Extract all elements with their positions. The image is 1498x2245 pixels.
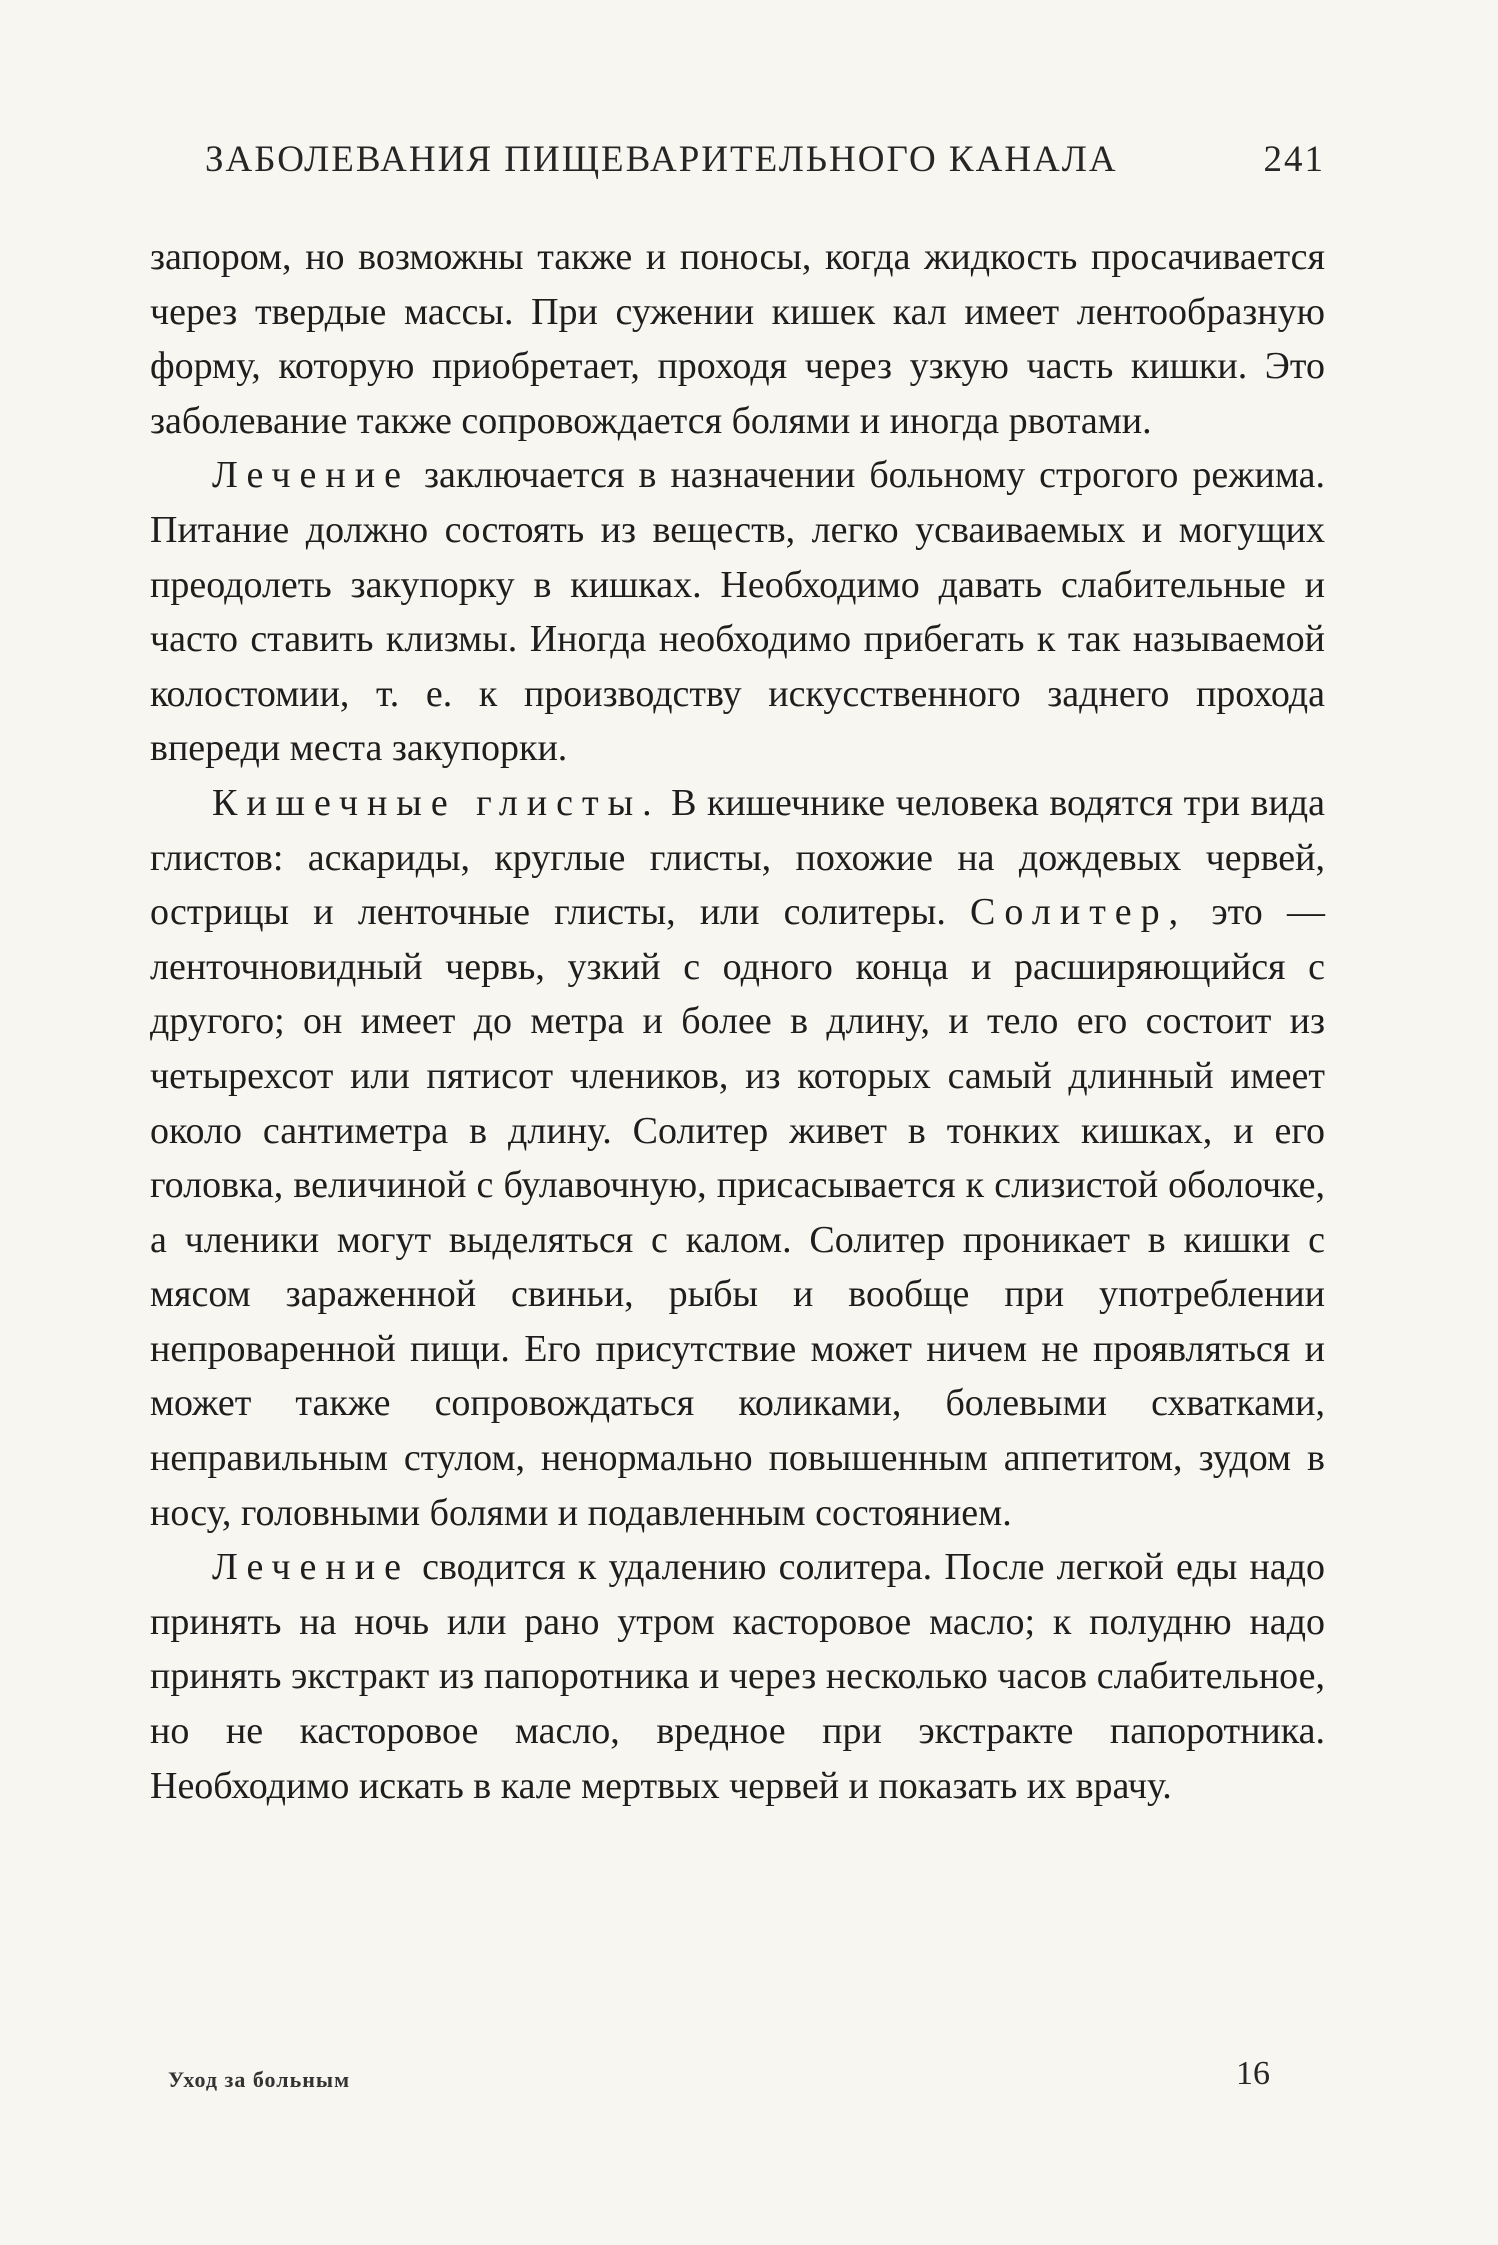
sheet-number: 16 (1236, 2055, 1270, 2092)
paragraph-3-lead: Кишечные глисты. (212, 781, 661, 824)
paragraph-3-inline-term: Солитер, (970, 891, 1188, 934)
paragraph-2-lead: Лечение (212, 454, 410, 497)
running-head (205, 130, 1325, 190)
paragraph-1-text: запором, но возможны также и поносы, когда жидкость просачивается через твердые массы. При сужении кишек кал имеет лентообразную форму, которую приобретает, проходя через узкую часть кишки. Это заболевание также сопровождается болями и иногда рвотами. (150, 236, 1325, 442)
paragraph-1 (150, 230, 1325, 448)
paragraph-3-text: В кишечнике человека водятся три вида глистов: аскариды, круглые глисты, похожие на дождевых червей, острицы и ленточные глисты, или солитеры. (150, 781, 1326, 934)
paragraph-2 (150, 448, 1325, 776)
page-number: 241 (1263, 139, 1325, 180)
page-footer (150, 2055, 1270, 2105)
signature-mark: Уход за больным (168, 2067, 351, 2092)
paragraph-4 (150, 1540, 1325, 1813)
paragraph-2-text: заключается в назначении больному строгого режима. Питание должно состоять из веществ, легко усваиваемых и могущих преодолеть закупорку в кишках. Необходимо давать слабительные и часто ставить клизмы. Иногда необходимо прибегать к так называемой колостомии, т. е. к производству искусственного заднего прохода впереди места закупорки. (150, 454, 1325, 770)
chapter-title: ЗАБОЛЕВАНИЯ ПИЩЕВАРИТЕЛЬНОГО КАНАЛА (205, 139, 1118, 180)
paragraph-3 (150, 776, 1325, 1540)
body-text (150, 230, 1325, 1813)
paragraph-3-text-after: это — ленточновидный червь, узкий с одного конца и расширяющийся с другого; он имеет до метра и более в длину, и тело его состоит из четырехсот или пятисот члеников, из которых самый длинный имеет около сантиметра в длину. Солитер живет в тонких кишках, и его головка, величиной с булавочную, присасывается к слизистой оболочке, а членики могут выделяться с калом. Солитер проникает в кишки с мясом зараженной свиньи, рыбы и вообще при употреблении непроваренной пищи. Его присутствие может ничем не проявляться и может также сопровождаться коликами, болевыми схватками, неправильным стулом, ненормально повышенным аппетитом, зудом в носу, головными болями и подавленным состоянием. (150, 891, 1325, 1534)
paragraph-4-lead: Лечение (212, 1546, 410, 1589)
paragraph-4-text: сводится к удалению солитера. После легкой еды надо принять на ночь или рано утром касторовое масло; к полудню надо принять экстракт из папоротника и через несколько часов слабительное, но не касторовое масло, вредное при экстракте папоротника. Необходимо искать в кале мертвых червей и показать их врачу. (150, 1546, 1325, 1807)
book-page (150, 130, 1325, 2140)
